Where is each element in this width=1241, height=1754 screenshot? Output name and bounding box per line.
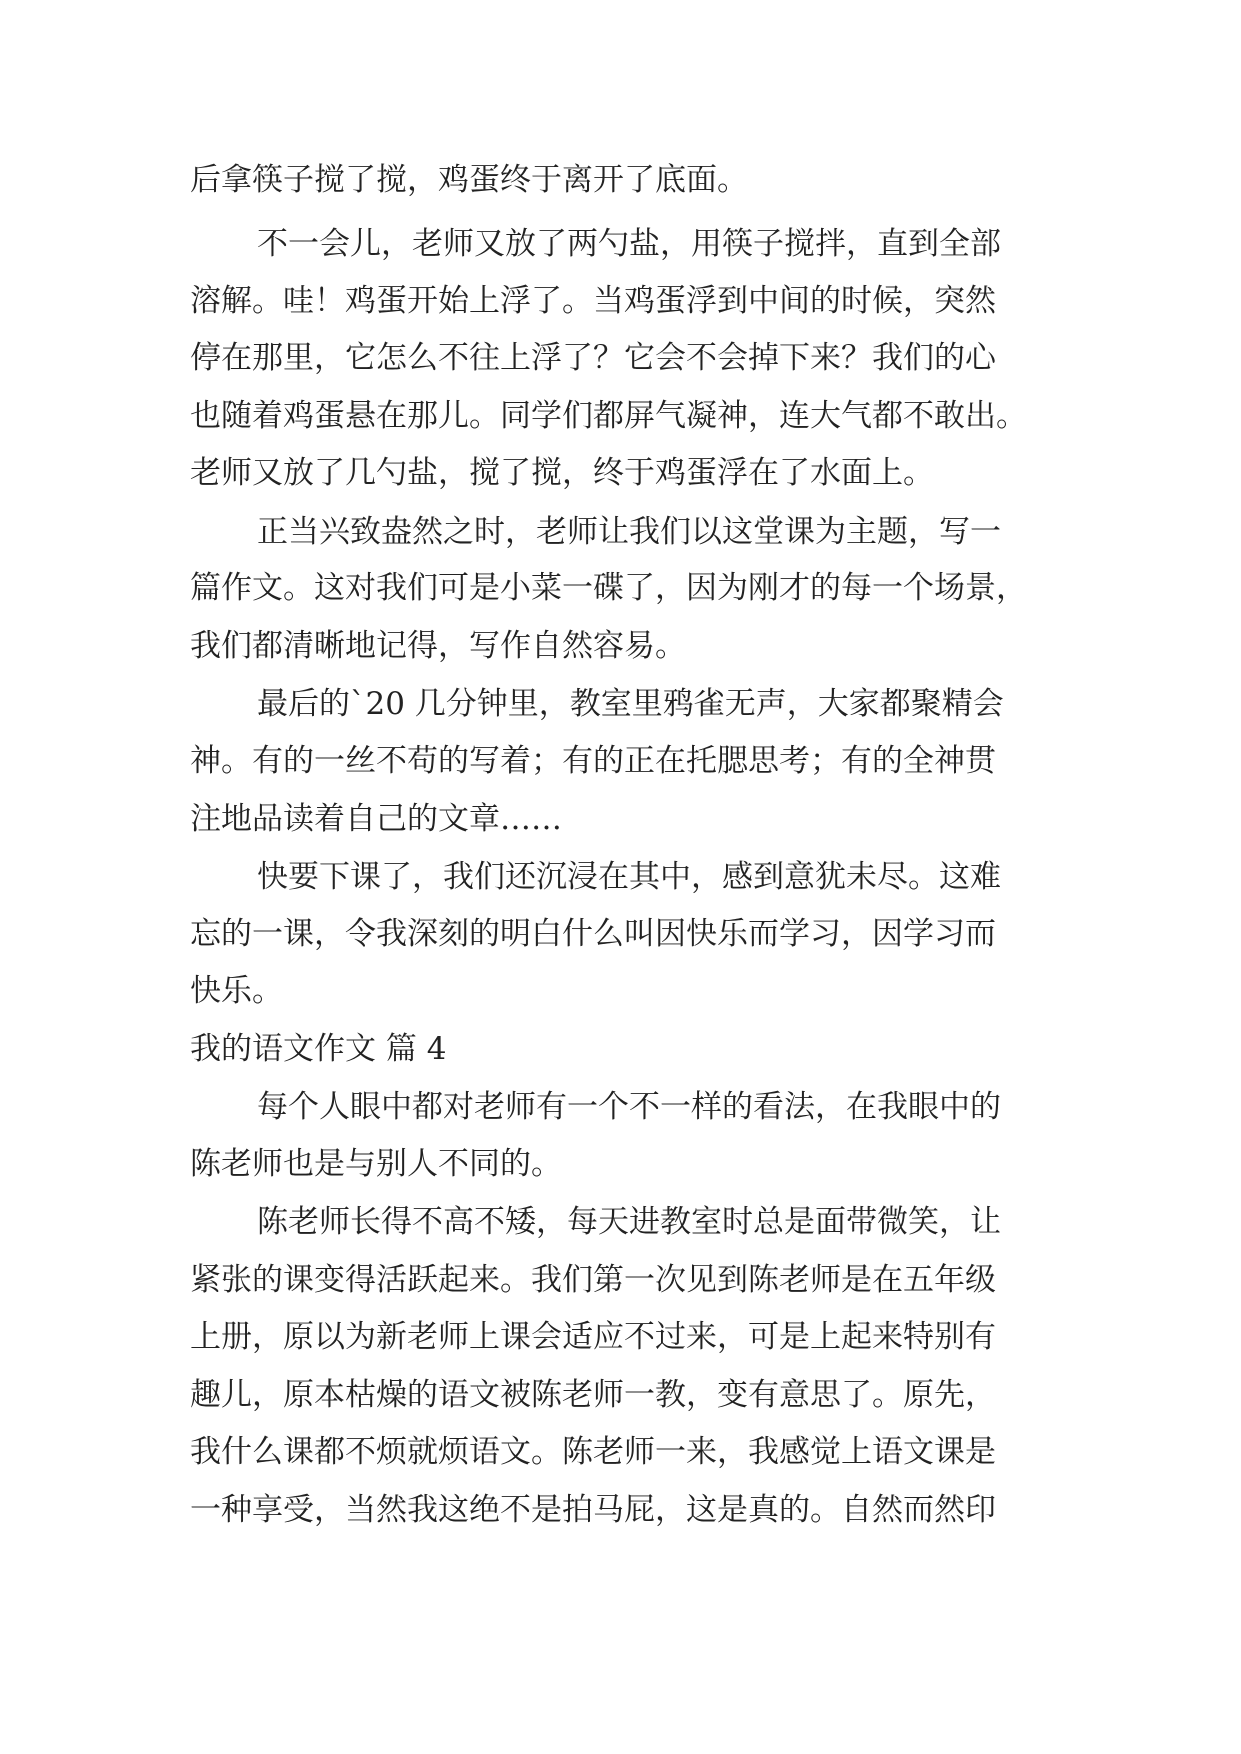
text-line: 趣儿，原本枯燥的语文被陈老师一教，变有意思了。原先， [190,1377,996,1413]
paragraph-first-line: 快要下课了，我们还沉浸在其中，感到意犹未尽。这难 [257,859,1001,895]
text-line: 溶解。哇！鸡蛋开始上浮了。当鸡蛋浮到中间的时候，突然 [190,283,996,319]
text-line: 老师又放了几勺盐，搅了搅，终于鸡蛋浮在了水面上。 [190,455,934,491]
text-line: 上册，原以为新老师上课会适应不过来，可是上起来特别有 [190,1319,996,1355]
paragraph-first-line: 不一会儿，老师又放了两勺盐，用筷子搅拌，直到全部 [257,226,1001,262]
text-line: 篇作文。这对我们可是小菜一碟了，因为刚才的每一个场景， [190,570,1027,606]
paragraph-first-line: 最后的`20 几分钟里，教室里鸦雀无声，大家都聚精会 [257,686,1004,722]
paragraph-first-line: 正当兴致盎然之时，老师让我们以这堂课为主题，写一 [257,514,1001,550]
text-line: 快乐。 [190,973,283,1009]
section-heading: 我的语文作文 篇 4 [190,1031,447,1067]
text-line: 紧张的课变得活跃起来。我们第一次见到陈老师是在五年级 [190,1262,996,1298]
text-line: 陈老师也是与别人不同的。 [190,1146,562,1182]
text-line: 注地品读着自己的文章…… [190,801,562,837]
text-line: 一种享受，当然我这绝不是拍马屁，这是真的。自然而然印 [190,1492,996,1528]
text-line: 忘的一课，令我深刻的明白什么叫因快乐而学习，因学习而 [190,916,996,952]
text-line: 我们都清晰地记得，写作自然容易。 [190,628,686,664]
text-line: 停在那里，它怎么不往上浮了？它会不会掉下来？我们的心 [190,340,996,376]
text-line: 神。有的一丝不苟的写着；有的正在托腮思考；有的全神贯 [190,743,996,779]
paragraph-first-line: 每个人眼中都对老师有一个不一样的看法，在我眼中的 [257,1089,1001,1125]
paragraph-first-line: 陈老师长得不高不矮，每天进教室时总是面带微笑，让 [257,1204,1001,1240]
text-line: 我什么课都不烦就烦语文。陈老师一来，我感觉上语文课是 [190,1434,996,1470]
text-line: 后拿筷子搅了搅，鸡蛋终于离开了底面。 [190,162,748,198]
text-line: 也随着鸡蛋悬在那儿。同学们都屏气凝神，连大气都不敢出。 [190,398,1027,434]
